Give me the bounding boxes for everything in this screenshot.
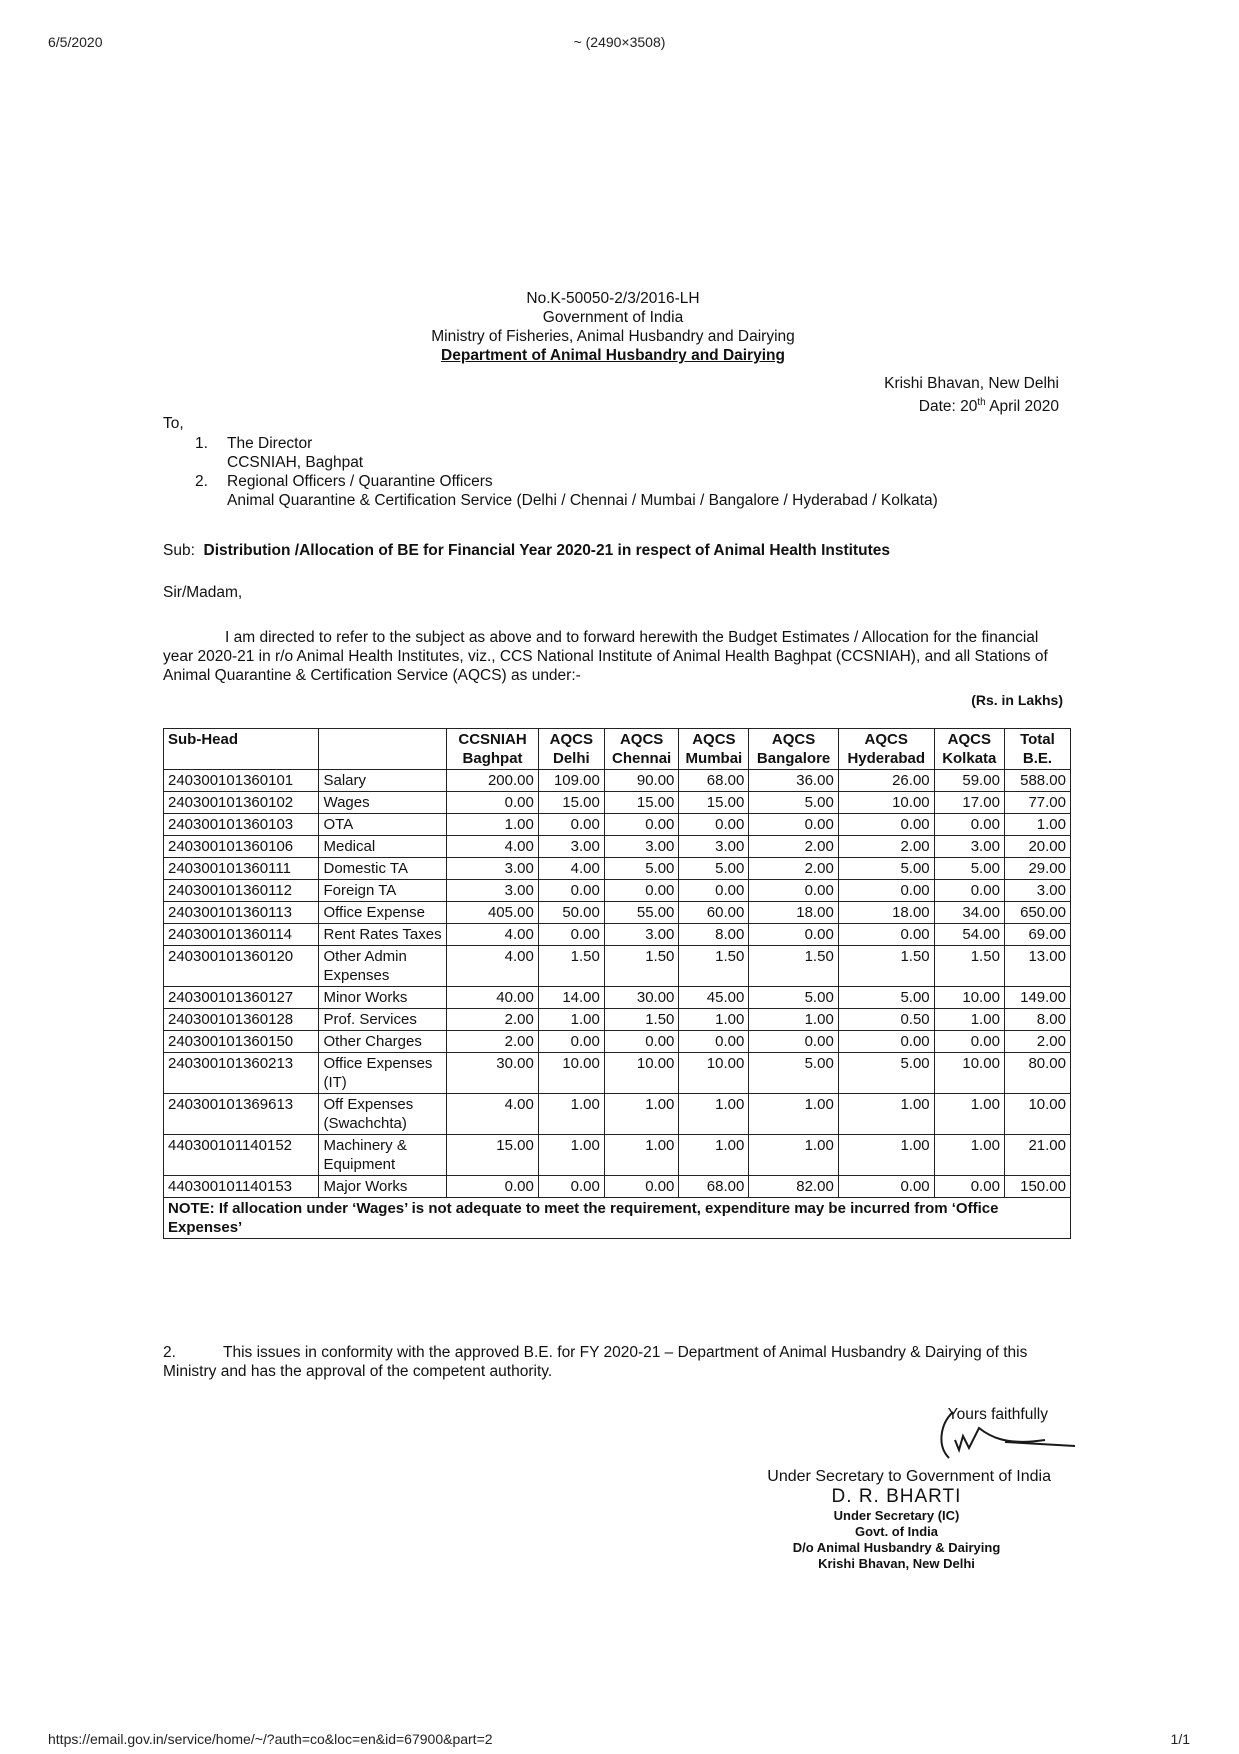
column-header: AQCS Hyderabad [838,729,934,770]
amount-cell: 5.00 [749,987,838,1009]
sub-head-name: Off Expenses (Swachchta) [319,1094,447,1135]
amount-cell: 20.00 [1004,836,1070,858]
print-title: ~ (2490×3508) [573,34,666,50]
amount-cell: 0.00 [838,1176,934,1198]
amount-cell: 4.00 [447,1094,539,1135]
sub-head-code: 240300101360102 [164,792,319,814]
amount-cell: 1.50 [604,1009,679,1031]
amount-cell: 3.00 [447,858,539,880]
table-row [164,946,1071,987]
sub-head-name: Wages [319,792,447,814]
amount-cell: 3.00 [679,836,749,858]
amount-cell: 3.00 [604,836,679,858]
amount-cell: 0.00 [679,880,749,902]
table-row [164,987,1071,1009]
table-note: NOTE: If allocation under ‘Wages’ is not adequate to meet the requirement, expenditure may be incurred from ‘Office Expenses’ [164,1198,1071,1239]
amount-cell: 1.00 [679,1009,749,1031]
amount-cell: 50.00 [538,902,604,924]
table-row [164,1135,1071,1176]
table-row [164,1053,1071,1094]
amount-cell: 0.00 [749,924,838,946]
amount-cell: 1.50 [604,946,679,987]
amount-cell: 1.00 [749,1009,838,1031]
table-row [164,880,1071,902]
amount-cell: 1.00 [1004,814,1070,836]
amount-cell: 0.00 [538,1031,604,1053]
units-label: (Rs. in Lakhs) [971,692,1063,708]
amount-cell: 68.00 [679,1176,749,1198]
amount-cell: 29.00 [1004,858,1070,880]
table-row [164,924,1071,946]
table-row [164,858,1071,880]
sub-head-code: 440300101140152 [164,1135,319,1176]
sub-head-name: Domestic TA [319,858,447,880]
amount-cell: 0.00 [604,814,679,836]
amount-cell: 13.00 [1004,946,1070,987]
to-line: To, [163,415,184,432]
column-header: AQCS Bangalore [749,729,838,770]
sub-head-code: 240300101360213 [164,1053,319,1094]
amount-cell: 1.00 [679,1094,749,1135]
amount-cell: 10.00 [538,1053,604,1094]
amount-cell: 5.00 [934,858,1004,880]
amount-cell: 21.00 [1004,1135,1070,1176]
amount-cell: 0.00 [538,1176,604,1198]
amount-cell: 0.00 [538,814,604,836]
amount-cell: 55.00 [604,902,679,924]
table-row [164,770,1071,792]
amount-cell: 4.00 [447,924,539,946]
amount-cell: 3.00 [604,924,679,946]
amount-cell: 1.00 [538,1135,604,1176]
amount-cell: 0.00 [934,880,1004,902]
amount-cell: 15.00 [604,792,679,814]
sub-head-name: Minor Works [319,987,447,1009]
amount-cell: 0.00 [604,1031,679,1053]
amount-cell: 60.00 [679,902,749,924]
recipient-1: 1. The Director CCSNIAH, Baghpat [195,435,364,471]
sub-head-code: 240300101360101 [164,770,319,792]
amount-cell: 3.00 [538,836,604,858]
sub-head-code: 240300101360112 [164,880,319,902]
amount-cell: 0.00 [447,792,539,814]
amount-cell: 18.00 [838,902,934,924]
amount-cell: 1.00 [838,1135,934,1176]
table-header [164,729,1071,770]
amount-cell: 150.00 [1004,1176,1070,1198]
amount-cell: 80.00 [1004,1053,1070,1094]
amount-cell: 0.00 [838,1031,934,1053]
amount-cell: 0.00 [838,924,934,946]
sub-head-name: Salary [319,770,447,792]
official-stamp: D. R. BHARTI Under Secretary (IC) Govt. of India D/o Animal Husbandry & Dairying Krishi Bhavan, New Delhi [792,1486,1001,1571]
sub-head-name: Office Expense [319,902,447,924]
note-row [164,1198,1071,1239]
amount-cell: 45.00 [679,987,749,1009]
amount-cell: 0.00 [749,880,838,902]
amount-cell: 69.00 [1004,924,1070,946]
sub-head-name: Foreign TA [319,880,447,902]
sub-head-code: 240300101360113 [164,902,319,924]
table-row [164,814,1071,836]
amount-cell: 4.00 [538,858,604,880]
department-line: Department of Animal Husbandry and Dairying [441,347,785,364]
amount-cell: 15.00 [447,1135,539,1176]
amount-cell: 10.00 [934,1053,1004,1094]
letterhead [163,289,1063,365]
signature-scribble [935,1406,1080,1464]
column-header: Total B.E. [1004,729,1070,770]
amount-cell: 59.00 [934,770,1004,792]
amount-cell: 1.50 [538,946,604,987]
sub-head-code: 240300101360114 [164,924,319,946]
sub-head-name: Rent Rates Taxes [319,924,447,946]
amount-cell: 1.50 [934,946,1004,987]
column-header: Sub-Head [164,729,319,770]
amount-cell: 5.00 [679,858,749,880]
amount-cell: 3.00 [447,880,539,902]
amount-cell: 68.00 [679,770,749,792]
amount-cell: 90.00 [604,770,679,792]
sub-head-name: Office Expenses (IT) [319,1053,447,1094]
amount-cell: 5.00 [838,1053,934,1094]
print-page: 1/1 [1170,1731,1190,1747]
sub-head-code: 240300101360150 [164,1031,319,1053]
amount-cell: 10.00 [604,1053,679,1094]
amount-cell: 2.00 [447,1009,539,1031]
amount-cell: 2.00 [838,836,934,858]
sub-head-name: OTA [319,814,447,836]
amount-cell: 1.50 [749,946,838,987]
table-row [164,902,1071,924]
sub-head-name: Machinery & Equipment [319,1135,447,1176]
sub-head-name: Other Admin Expenses [319,946,447,987]
amount-cell: 15.00 [538,792,604,814]
amount-cell: 0.50 [838,1009,934,1031]
amount-cell: 30.00 [604,987,679,1009]
amount-cell: 2.00 [1004,1031,1070,1053]
amount-cell: 4.00 [447,836,539,858]
column-header: AQCS Kolkata [934,729,1004,770]
amount-cell: 3.00 [934,836,1004,858]
print-url: https://email.gov.in/service/home/~/?auth=co&loc=en&id=67900&part=2 [48,1731,493,1747]
amount-cell: 1.00 [604,1094,679,1135]
amount-cell: 40.00 [447,987,539,1009]
paragraph-2: 2. This issues in conformity with the approved B.E. for FY 2020-21 – Department of Animal Husbandry & Dairying of this Ministry and has the approval of the competent authority. [163,1344,1028,1380]
sub-head-name: Prof. Services [319,1009,447,1031]
amount-cell: 1.00 [838,1094,934,1135]
amount-cell: 0.00 [749,1031,838,1053]
letter-date: Date: 20th April 2020 [918,397,1059,416]
amount-cell: 149.00 [1004,987,1070,1009]
sub-head-code: 240300101360127 [164,987,319,1009]
closing: Yours faithfully [947,1406,1048,1423]
amount-cell: 1.00 [749,1094,838,1135]
amount-cell: 10.00 [838,792,934,814]
amount-cell: 1.00 [538,1009,604,1031]
amount-cell: 1.50 [679,946,749,987]
amount-cell: 0.00 [679,814,749,836]
sub-head-code: 240300101360103 [164,814,319,836]
amount-cell: 77.00 [1004,792,1070,814]
amount-cell: 14.00 [538,987,604,1009]
amount-cell: 5.00 [749,792,838,814]
amount-cell: 2.00 [447,1031,539,1053]
amount-cell: 1.00 [749,1135,838,1176]
amount-cell: 26.00 [838,770,934,792]
amount-cell: 10.00 [1004,1094,1070,1135]
govt-line: Government of India [542,309,684,326]
amount-cell: 405.00 [447,902,539,924]
amount-cell: 588.00 [1004,770,1070,792]
table-row [164,1009,1071,1031]
designation: Under Secretary to Government of India [767,1468,1051,1485]
amount-cell: 1.00 [447,814,539,836]
amount-cell: 0.00 [934,1176,1004,1198]
sub-head-code: 240300101360106 [164,836,319,858]
sub-head-code: 240300101360128 [164,1009,319,1031]
column-header: AQCS Chennai [604,729,679,770]
amount-cell: 5.00 [749,1053,838,1094]
header-row [164,729,1071,770]
sub-head-name: Other Charges [319,1031,447,1053]
recipient-list [195,434,1095,510]
amount-cell: 0.00 [447,1176,539,1198]
amount-cell: 650.00 [1004,902,1070,924]
place-date [163,374,1059,416]
amount-cell: 5.00 [838,858,934,880]
amount-cell: 1.00 [934,1094,1004,1135]
amount-cell: 3.00 [1004,880,1070,902]
sub-head-code: 240300101369613 [164,1094,319,1135]
column-header: CCSNIAH Baghpat [447,729,539,770]
amount-cell: 15.00 [679,792,749,814]
amount-cell: 0.00 [604,1176,679,1198]
body-paragraph: I am directed to refer to the subject as above and to forward herewith the Budget Estimates / Allocation for the financial year 2020-21 in r/o Animal Health Institutes, viz., CCS National Institute of Animal Health Baghpat (CCSNIAH), and all Stations of Animal Quarantine & Certification Service (AQCS) as under:- [163,629,1048,684]
place: Krishi Bhavan, New Delhi [884,375,1059,392]
amount-cell: 0.00 [838,880,934,902]
amount-cell: 4.00 [447,946,539,987]
amount-cell: 36.00 [749,770,838,792]
amount-cell: 2.00 [749,836,838,858]
sub-head-name: Major Works [319,1176,447,1198]
amount-cell: 18.00 [749,902,838,924]
amount-cell: 0.00 [749,814,838,836]
amount-cell: 0.00 [838,814,934,836]
amount-cell: 109.00 [538,770,604,792]
amount-cell: 0.00 [934,814,1004,836]
amount-cell: 82.00 [749,1176,838,1198]
amount-cell: 200.00 [447,770,539,792]
table-body [164,770,1071,1239]
table-row [164,1094,1071,1135]
table-row [164,1176,1071,1198]
amount-cell: 0.00 [538,924,604,946]
amount-cell: 1.50 [838,946,934,987]
amount-cell: 8.00 [1004,1009,1070,1031]
amount-cell: 1.00 [934,1135,1004,1176]
print-date: 6/5/2020 [48,34,103,50]
amount-cell: 1.00 [538,1094,604,1135]
column-header [319,729,447,770]
column-header: AQCS Mumbai [679,729,749,770]
amount-cell: 1.00 [604,1135,679,1176]
subject: Sub: Distribution /Allocation of BE for Financial Year 2020-21 in respect of Animal Health Institutes [163,542,890,559]
amount-cell: 5.00 [604,858,679,880]
table-row [164,1031,1071,1053]
amount-cell: 0.00 [604,880,679,902]
table-row [164,836,1071,858]
amount-cell: 34.00 [934,902,1004,924]
sub-head-code: 240300101360111 [164,858,319,880]
recipient-2: 2. Regional Officers / Quarantine Officers Animal Quarantine & Certification Service (Delhi / Chennai / Mumbai / Bangalore / Hyderabad / Kolkata) [195,473,938,509]
amount-cell: 1.00 [679,1135,749,1176]
sub-head-code: 440300101140153 [164,1176,319,1198]
amount-cell: 17.00 [934,792,1004,814]
amount-cell: 5.00 [838,987,934,1009]
amount-cell: 8.00 [679,924,749,946]
sub-head-code: 240300101360120 [164,946,319,987]
ministry-line: Ministry of Fisheries, Animal Husbandry and Dairying [431,328,795,345]
amount-cell: 54.00 [934,924,1004,946]
amount-cell: 0.00 [679,1031,749,1053]
ref-number: No.K-50050-2/3/2016-LH [526,290,700,307]
amount-cell: 10.00 [679,1053,749,1094]
budget-table [163,728,1071,1239]
amount-cell: 0.00 [934,1031,1004,1053]
table-row [164,792,1071,814]
amount-cell: 1.00 [934,1009,1004,1031]
salutation: Sir/Madam, [163,584,243,601]
amount-cell: 10.00 [934,987,1004,1009]
amount-cell: 0.00 [538,880,604,902]
amount-cell: 2.00 [749,858,838,880]
amount-cell: 30.00 [447,1053,539,1094]
sub-head-name: Medical [319,836,447,858]
column-header: AQCS Delhi [538,729,604,770]
